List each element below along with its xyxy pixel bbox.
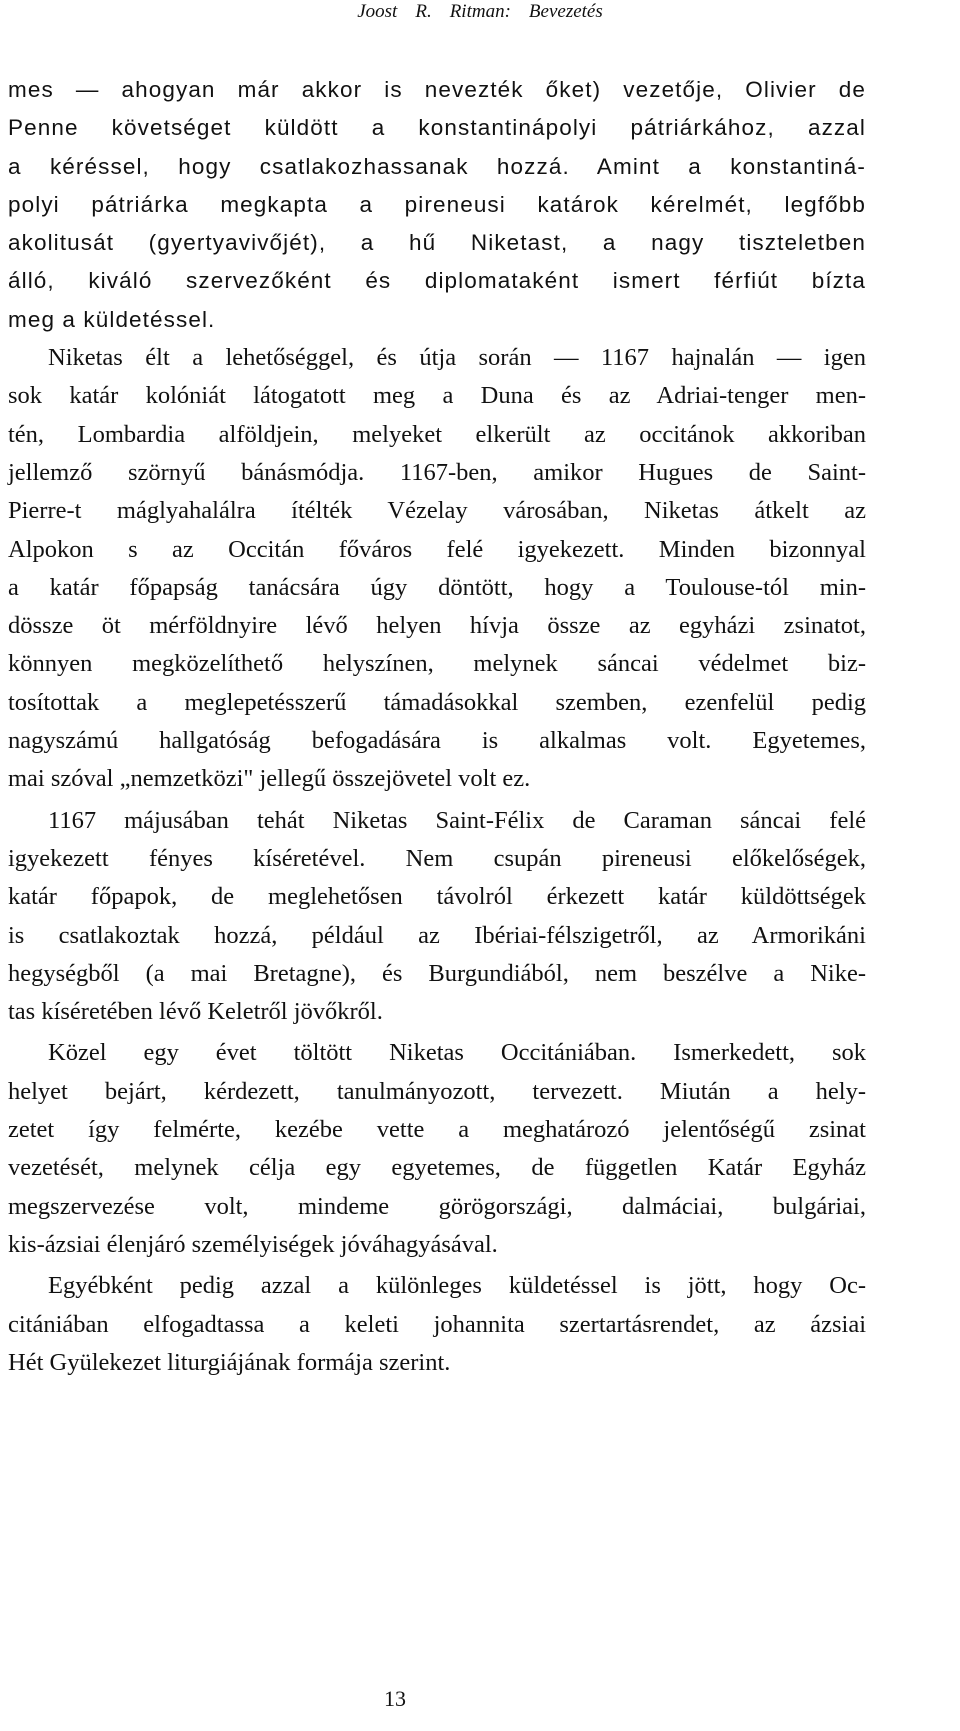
text-line: polyi pátriárka megkapta a pireneusi katárok kérelmét, legfőbb (8, 191, 866, 217)
text-line: zetet így felmérte, kezébe vette a meghatározó jelentőségű zsinat (8, 1116, 866, 1144)
text-line: meg a küldetéssel. (8, 306, 216, 332)
text-line: jellemző szörnyű bánásmódja. 1167-ben, amikor Hugues de Saint- (8, 458, 866, 486)
body-text (8, 71, 866, 1382)
header-author-initial: R. (415, 1, 432, 22)
text-line: Alpokon s az Occitán főváros felé igyekezett. Minden bizonnyal (8, 535, 866, 563)
text-line: 1167 májusában tehát Niketas Saint-Félix de Caraman sáncai felé (48, 806, 866, 834)
text-line: mai szóval „nemzetközi" jellegű összejövetel volt ez. (8, 765, 531, 793)
text-line: Penne követséget küldött a konstantinápolyi pátriárkához, azzal (8, 115, 866, 141)
text-line: Niketas élt a lehetőséggel, és útja során — 1167 hajnalán — igen (48, 344, 866, 372)
paragraph-3 (8, 802, 866, 1032)
running-header (0, 0, 960, 24)
text-line: nagyszámú hallgatóság befogadására is alkalmas volt. Egyetemes, (8, 727, 866, 755)
text-line: kis-ázsiai élenjáró személyiségek jóváhagyásával. (8, 1230, 498, 1258)
text-line: igyekezett fényes kíséretével. Nem csupán pireneusi előkelőségek, (8, 844, 866, 872)
text-line: dössze öt mérföldnyire lévő helyen hívja össze az egyházi zsinatot, (8, 612, 866, 640)
text-line: a katár főpapság tanácsára úgy döntött, hogy a Toulouse-tól min- (8, 573, 866, 601)
header-author-last: Ritman: (449, 1, 511, 22)
text-line: tén, Lombardia alföldjein, melyeket elkerült az occitánok akkoriban (8, 420, 866, 448)
text-line: Egyébként pedig azzal a különleges küldetéssel is jött, hogy Oc- (48, 1272, 866, 1300)
paragraph-4 (8, 1034, 866, 1264)
text-line: akolitusát (gyertyavivőjét), a hű Niketast, a nagy tiszteletben (8, 230, 866, 256)
text-line: a kéréssel, hogy csatlakozhassanak hozzá. Amint a konstantiná- (8, 153, 866, 179)
text-line: könnyen megközelíthető helyszínen, melynek sáncai védelmet biz- (8, 650, 866, 678)
text-line: Hét Gyülekezet liturgiájának formája szerint. (8, 1348, 451, 1376)
paragraph-1 (8, 71, 866, 339)
text-line: vezetését, melynek célja egy egyetemes, de független Katár Egyház (8, 1154, 866, 1182)
header-author-first: Joost (357, 1, 398, 22)
text-line: sok katár kolóniát látogatott meg a Duna és az Adriai-tenger men- (8, 382, 866, 410)
text-line: megszervezése volt, mindeme görögországi, dalmáciai, bulgáriai, (8, 1192, 866, 1220)
paragraph-2 (8, 339, 866, 799)
text-line: citániában elfogadtassa a keleti johannita szertartásrendet, az ázsiai (8, 1310, 866, 1338)
text-line: mes — ahogyan már akkor is nevezték őket) vezetője, Olivier de (8, 77, 866, 102)
text-line: helyet bejárt, kérdezett, tanulmányozott, tervezett. Miután a hely- (8, 1077, 866, 1105)
text-line: katár főpapok, de meglehetősen távolról érkezett katár küldöttségek (8, 883, 866, 911)
header-title: Bevezetés (528, 1, 603, 22)
text-line: Közel egy évet töltött Niketas Occitániában. Ismerkedett, sok (48, 1039, 866, 1067)
page-number: 13 (384, 1686, 406, 1711)
paragraph-5 (8, 1267, 866, 1382)
text-line: álló, kiváló szervezőként és diplomataként ismert férfiút bízta (8, 268, 866, 294)
text-line: tosítottak a meglepetésszerű támadásokkal szemben, ezenfelül pedig (8, 688, 866, 716)
text-line: Pierre-t máglyahalálra ítélték Vézelay városában, Niketas átkelt az (8, 497, 866, 525)
text-line: is csatlakoztak hozzá, például az Ibériai-félszigetről, az Armorikáni (8, 921, 866, 949)
text-line: hegységből (a mai Bretagne), és Burgundiából, nem beszélve a Nike- (8, 959, 866, 987)
text-line: tas kíséretében lévő Keletről jövőkről. (8, 998, 383, 1026)
